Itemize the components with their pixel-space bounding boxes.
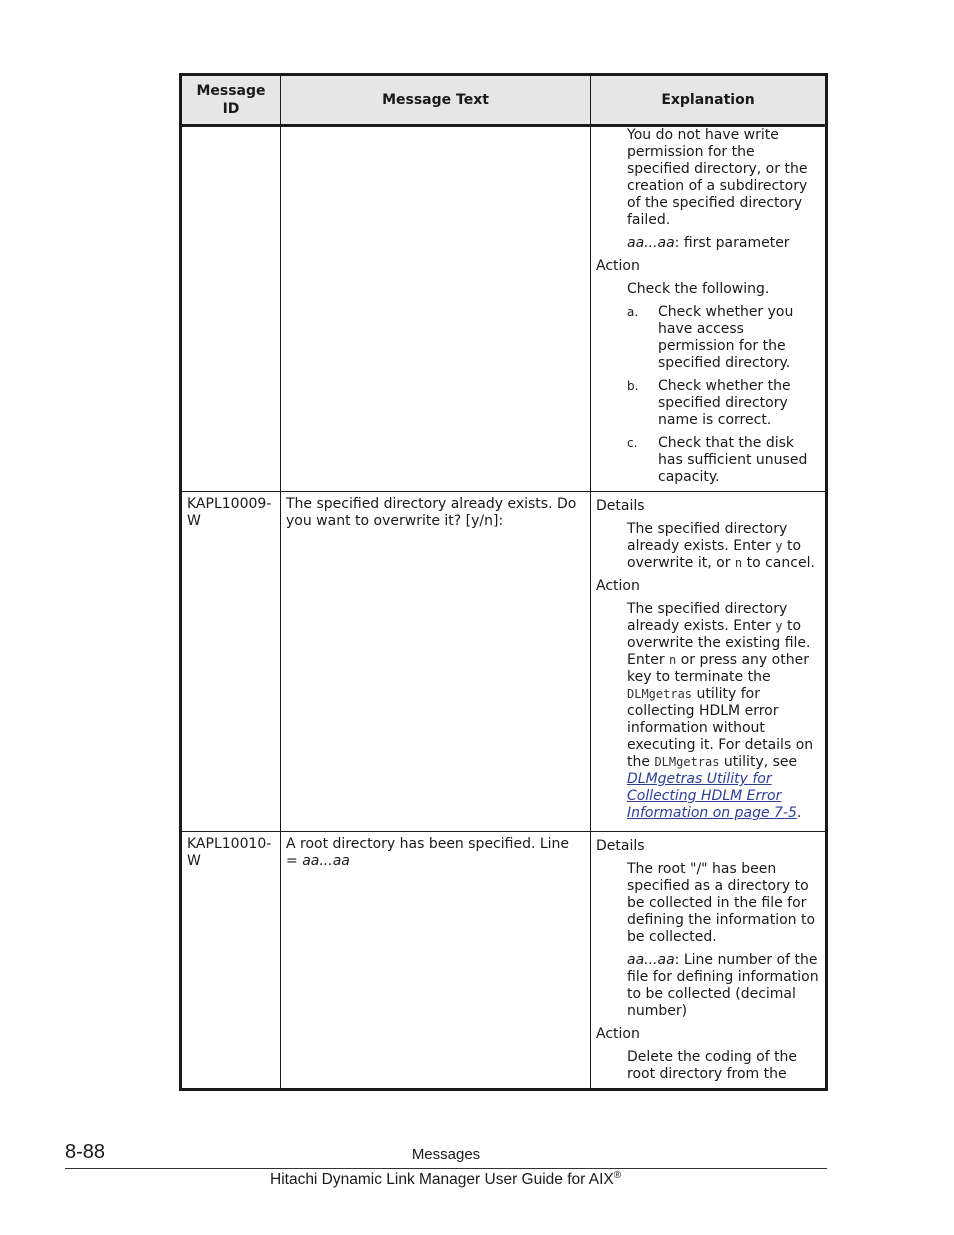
book-title	[270, 1170, 621, 1189]
code-y: y	[775, 619, 783, 633]
text-run: to overwrite the existing file. Enter	[627, 618, 811, 668]
message-table	[179, 73, 828, 1091]
code-utility: DLMgetras	[654, 755, 720, 769]
parameter-variable: aa...aa	[627, 235, 675, 251]
parameter-variable: aa...aa	[627, 952, 675, 968]
list-item-text: Check whether the specified directory name is correct.	[658, 378, 791, 428]
table-header-row	[181, 75, 827, 126]
parameter-description: : first parameter	[674, 235, 790, 251]
parameter-note	[627, 952, 820, 1020]
text-run: or press any other key to terminate the	[627, 652, 809, 685]
list-item	[627, 378, 820, 429]
action-label: Action	[596, 578, 640, 594]
text-run: The specified directory already exists. Enter	[627, 601, 788, 634]
code-y: y	[775, 539, 783, 553]
page-number: 8-88	[65, 1141, 106, 1163]
registered-mark: ®	[613, 1170, 622, 1181]
list-item	[627, 304, 820, 372]
cross-reference-link[interactable]: DLMgetras Utility for Collecting HDLM Error Information on page 7-5	[627, 771, 797, 821]
action-label: Action	[596, 1026, 640, 1042]
action-paragraph	[627, 601, 820, 822]
explanation-cell	[591, 126, 827, 492]
message-text-cell	[281, 832, 591, 1090]
table-row	[181, 492, 827, 832]
list-marker: a.	[627, 305, 639, 319]
explanation-cell	[591, 832, 827, 1090]
message-text-cell: The specified directory already exists. Do you want to overwrite it? [y/n]:	[281, 492, 591, 832]
section-title: Messages	[411, 1146, 481, 1163]
list-item	[627, 435, 820, 486]
explanation-cell	[591, 492, 827, 832]
text-run: utility for collecting HDLM error information without executing it. For details on the	[627, 686, 814, 770]
details-paragraph: The root "/" has been specified as a directory to be collected in the file for defining the information to be collected.	[627, 861, 816, 945]
action-intro: Check the following.	[627, 281, 770, 297]
list-marker: b.	[627, 379, 639, 393]
list-item-text: Check that the disk has sufficient unused capacity.	[658, 435, 808, 485]
details-label: Details	[596, 838, 645, 854]
message-id-cell	[181, 126, 281, 492]
code-n: n	[669, 653, 677, 667]
code-utility: DLMgetras	[627, 687, 693, 701]
list-marker: c.	[627, 436, 638, 450]
parameter-description: : Line number of the file for defining information to be collected (decimal number)	[627, 952, 819, 1019]
table-row	[181, 832, 827, 1090]
parameter-note	[627, 235, 820, 252]
text-run: utility, see	[719, 754, 798, 770]
text-run: .	[796, 805, 802, 821]
text-run: A root directory has been specified. Line =	[286, 836, 570, 869]
message-id-cell: KAPL10009-W	[181, 492, 281, 832]
message-id-cell: KAPL10010-W	[181, 832, 281, 1090]
list-item-text: Check whether you have access permission for the specified directory.	[658, 304, 794, 371]
header-message-text: Message Text	[281, 75, 591, 126]
explanation-paragraph: You do not have write permission for the specified directory, or the creation of a subdirectory of the specified directory failed.	[627, 127, 808, 228]
details-label: Details	[596, 498, 645, 514]
code-n: n	[734, 556, 743, 570]
book-title-text: Hitachi Dynamic Link Manager User Guide for AIX	[270, 1171, 614, 1189]
text-run: The specified directory already exists. Enter	[627, 521, 788, 554]
footer-divider	[65, 1168, 827, 1169]
header-message-id: Message ID	[181, 75, 281, 126]
details-paragraph	[627, 521, 820, 572]
text-run: to cancel.	[742, 555, 815, 571]
table-row	[181, 126, 827, 492]
header-explanation: Explanation	[591, 75, 827, 126]
message-variable: aa...aa	[302, 853, 350, 869]
text-run: to overwrite it, or	[627, 538, 802, 571]
action-label: Action	[596, 258, 640, 274]
message-text-cell	[281, 126, 591, 492]
action-paragraph: Delete the coding of the root directory from the	[627, 1049, 798, 1082]
